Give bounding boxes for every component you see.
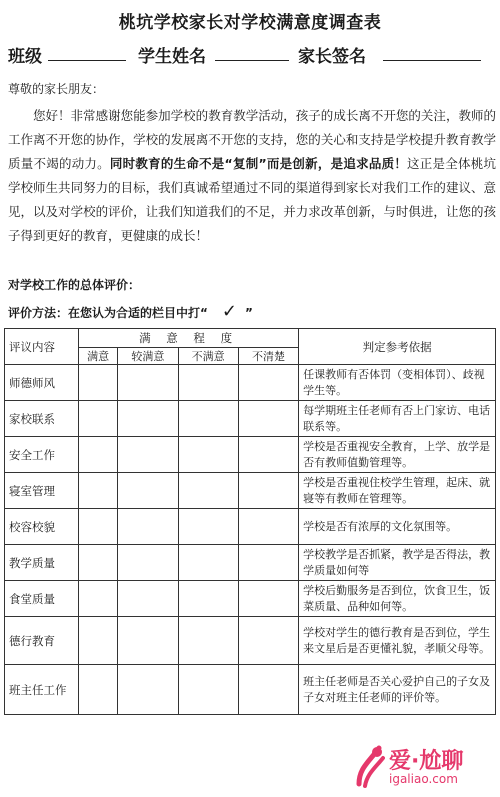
letter-bold: 同时教育的生命不是“复制”而是创新，是追求品质！ (109, 156, 408, 171)
rating-cell[interactable] (79, 617, 118, 665)
rating-cell[interactable] (79, 437, 118, 473)
row-reference: 学校教学是否抓紧，教学是否得法，教学质量如何等 (299, 545, 496, 581)
section-heading: 对学校工作的总体评价： (8, 278, 141, 292)
survey-table (4, 328, 496, 715)
rating-cell[interactable] (118, 665, 178, 715)
rating-cell[interactable] (79, 365, 118, 401)
header-item: 评议内容 (5, 329, 79, 365)
rating-cell[interactable] (178, 437, 238, 473)
greeting: 尊敬的家长朋友： (8, 82, 105, 96)
table-row (5, 581, 496, 617)
watermark (355, 742, 495, 792)
rating-cell[interactable] (238, 401, 298, 437)
header-satisfaction: 满 意 程 度 (79, 329, 299, 348)
mic-logo-icon (355, 744, 385, 788)
row-reference: 班主任老师是否关心爱护自己的子女及子女对班主任老师的评价等。 (299, 665, 496, 715)
rating-cell[interactable] (178, 509, 238, 545)
class-label: 班级 (8, 47, 42, 67)
row-reference: 学校是否重视住校学生管理，起床、就寝等有教师在管理等。 (299, 473, 496, 509)
rating-cell[interactable] (79, 545, 118, 581)
method-prefix: 评价方法：在您认为合适的栏目中打“ (8, 306, 208, 320)
rating-cell[interactable] (118, 545, 178, 581)
row-item: 食堂质量 (5, 581, 79, 617)
rating-cell[interactable] (118, 509, 178, 545)
rating-cell[interactable] (79, 473, 118, 509)
letter-part-2: 这正是全体桃坑学校师生共同努力的目标，我们真诚希望通过不同的渠道得到家长对我们工作的建议、意见，以及对学校的评价，让我们知道我们的不足，并力求改革创新，与时俱进，让您的孩子得到更好的教育，更健康的成长！ (8, 156, 496, 243)
rating-cell[interactable] (178, 665, 238, 715)
rating-cell[interactable] (238, 437, 298, 473)
row-item: 师德师风 (5, 365, 79, 401)
rating-cell[interactable] (79, 401, 118, 437)
watermark-url: igaliao.com (389, 772, 458, 786)
rating-cell[interactable] (238, 581, 298, 617)
row-item: 安全工作 (5, 437, 79, 473)
table-row (5, 473, 496, 509)
row-item: 寝室管理 (5, 473, 79, 509)
rating-cell[interactable] (118, 365, 178, 401)
rating-cell[interactable] (118, 581, 178, 617)
rating-cell[interactable] (238, 545, 298, 581)
checkmark-icon: ✓ (221, 301, 237, 322)
letter-part-1: 您好！非常感谢您能参加学校的教育教学活动，孩子的成长离不开您的关注，教师的工作离不开您的协作，学校的发展离不开您的支持，您的关心和支持是学校提升教育教学质量不竭的动力。 (8, 108, 496, 171)
table-row (5, 437, 496, 473)
row-reference: 学校是否重视安全教育，上学、放学是否有教师值勤管理等。 (299, 437, 496, 473)
rating-cell[interactable] (178, 401, 238, 437)
rating-cell[interactable] (238, 665, 298, 715)
parent-signature-label: 家长签名 (298, 47, 366, 67)
header-reference: 判定参考依据 (299, 329, 496, 365)
header-level: 较满意 (118, 348, 178, 365)
row-item: 班主任工作 (5, 665, 79, 715)
table-row (5, 401, 496, 437)
row-reference: 学校是否有浓厚的文化氛围等。 (299, 509, 496, 545)
table-row (5, 365, 496, 401)
rating-cell[interactable] (79, 581, 118, 617)
table-row (5, 617, 496, 665)
rating-cell[interactable] (178, 365, 238, 401)
page-title: 桃坑学校家长对学校满意度调查表 (118, 13, 382, 33)
parent-signature-blank[interactable] (383, 42, 481, 61)
rating-cell[interactable] (238, 473, 298, 509)
row-reference: 学校后勤服务是否到位，饮食卫生，饭菜质量、品种如何等。 (299, 581, 496, 617)
rating-cell[interactable] (178, 581, 238, 617)
table-row (5, 509, 496, 545)
row-reference: 任课教师有否体罚（变相体罚）、歧视学生等。 (299, 365, 496, 401)
rating-cell[interactable] (178, 617, 238, 665)
row-reference: 每学期班主任老师有否上门家访、电话联系等。 (299, 401, 496, 437)
rating-cell[interactable] (79, 665, 118, 715)
letter-body (8, 104, 496, 248)
rating-cell[interactable] (238, 509, 298, 545)
header-level: 满意 (79, 348, 118, 365)
watermark-text: 爱·尬聊 (389, 749, 464, 774)
rating-cell[interactable] (79, 509, 118, 545)
student-name-blank[interactable] (215, 42, 289, 61)
method-suffix: ” (244, 306, 253, 320)
rating-cell[interactable] (118, 473, 178, 509)
rating-cell[interactable] (238, 617, 298, 665)
rating-cell[interactable] (118, 401, 178, 437)
class-blank[interactable] (48, 42, 126, 61)
row-item: 德行教育 (5, 617, 79, 665)
student-info-row (8, 42, 498, 66)
rating-cell[interactable] (178, 473, 238, 509)
rating-cell[interactable] (238, 365, 298, 401)
table-row (5, 545, 496, 581)
student-name-label: 学生姓名 (138, 47, 206, 67)
rating-cell[interactable] (178, 545, 238, 581)
rating-cell[interactable] (118, 617, 178, 665)
row-item: 家校联系 (5, 401, 79, 437)
header-level: 不清楚 (238, 348, 298, 365)
table-row (5, 665, 496, 715)
header-level: 不满意 (178, 348, 238, 365)
evaluation-method (8, 301, 253, 322)
row-item: 校容校貌 (5, 509, 79, 545)
row-item: 教学质量 (5, 545, 79, 581)
rating-cell[interactable] (118, 437, 178, 473)
row-reference: 学校对学生的德行教育是否到位，学生来文星后是否更懂礼貌，孝顺父母等。 (299, 617, 496, 665)
